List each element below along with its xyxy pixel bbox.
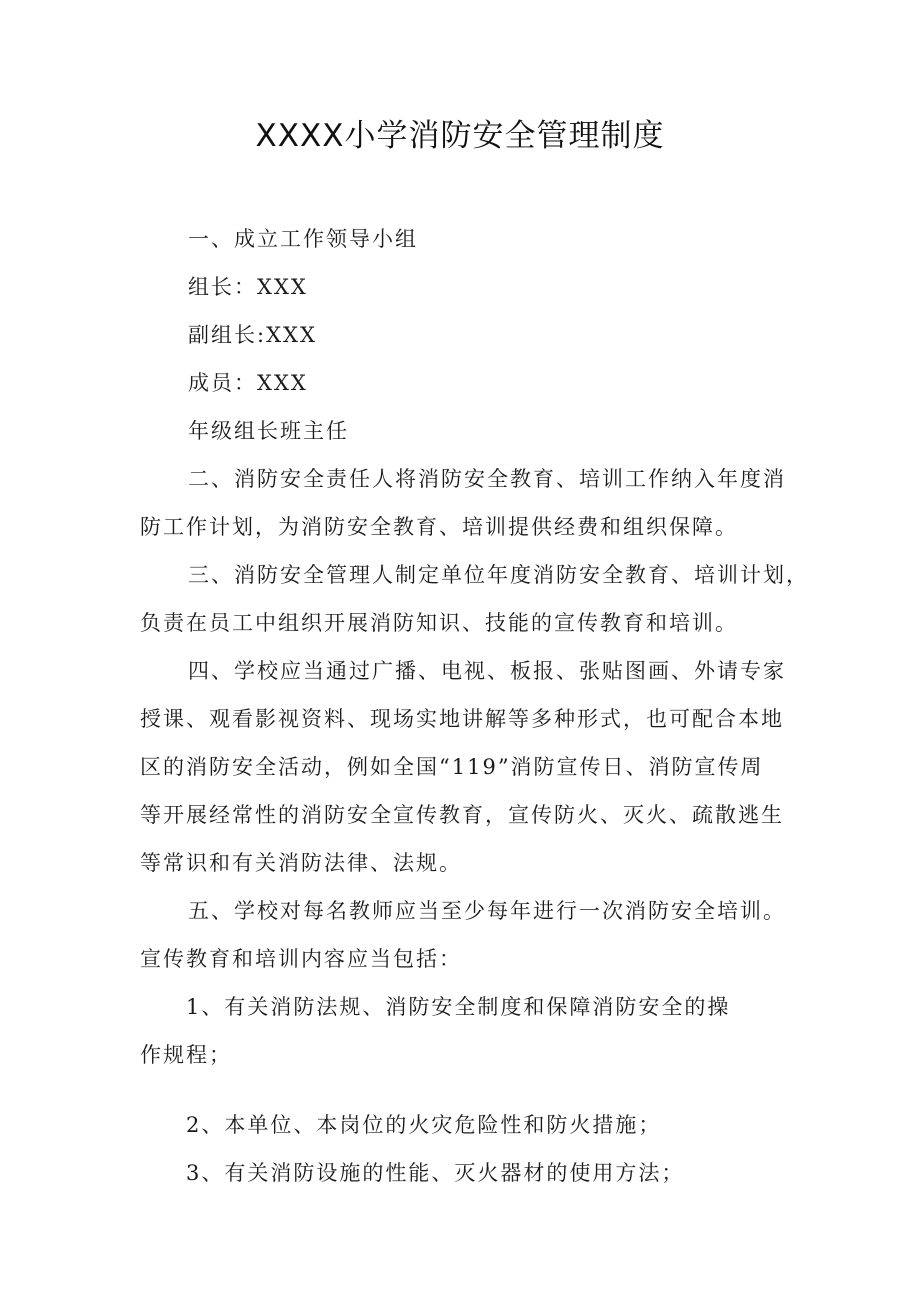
paragraph-2-line-2: 防工作计划，为消防安全教育、培训提供经费和组织保障。 bbox=[140, 515, 738, 539]
paragraph-4-line-2: 授课、观看影视资料、现场实地讲解等多种形式，也可配合本地 bbox=[140, 707, 784, 731]
paragraph-3-line-1: 三、消防安全管理人制定单位年度消防安全教育、培训计划， bbox=[188, 563, 809, 587]
section-heading-1: 一、成立工作领导小组 bbox=[188, 227, 418, 251]
document-body bbox=[140, 215, 809, 1197]
paragraph-3-line-2: 负责在员工中组织开展消防知识、技能的宣传教育和培训。 bbox=[140, 611, 738, 635]
members-detail-line: 年级组长班主任 bbox=[188, 419, 349, 443]
deputy-leader-line: 副组长:XXX bbox=[188, 323, 317, 347]
list-item-3: 3、有关消防设施的性能、灭火器材的使用方法； bbox=[186, 1161, 685, 1185]
list-item-1-line-2: 作规程； bbox=[140, 1043, 232, 1067]
paragraph-4-line-1: 四、学校应当通过广播、电视、板报、张贴图画、外请专家 bbox=[188, 659, 786, 683]
members-line: 成员：XXX bbox=[188, 371, 308, 395]
paragraph-5-line-2: 宣传教育和培训内容应当包括： bbox=[140, 947, 462, 971]
document-title: XXXX小学消防安全管理制度 bbox=[255, 118, 665, 154]
paragraph-4-line-4: 等开展经常性的消防安全宣传教育，宣传防火、灭火、疏散逃生 bbox=[140, 803, 784, 827]
paragraph-5-line-1: 五、学校对每名教师应当至少每年进行一次消防安全培训。 bbox=[188, 899, 786, 923]
paragraph-4-line-5: 等常识和有关消防法律、法规。 bbox=[140, 851, 462, 875]
paragraph-2-line-1: 二、消防安全责任人将消防安全教育、培训工作纳入年度消 bbox=[188, 467, 786, 491]
leader-line: 组长：XXX bbox=[188, 275, 308, 299]
list-item-1-line-1: 1、有关消防法规、消防安全制度和保障消防安全的操 bbox=[186, 995, 731, 1019]
list-item-2: 2、本单位、本岗位的火灾危险性和防火措施； bbox=[186, 1113, 662, 1137]
paragraph-4-line-3: 区的消防安全活动，例如全国“119”消防宣传日、消防宣传周 bbox=[140, 755, 764, 779]
